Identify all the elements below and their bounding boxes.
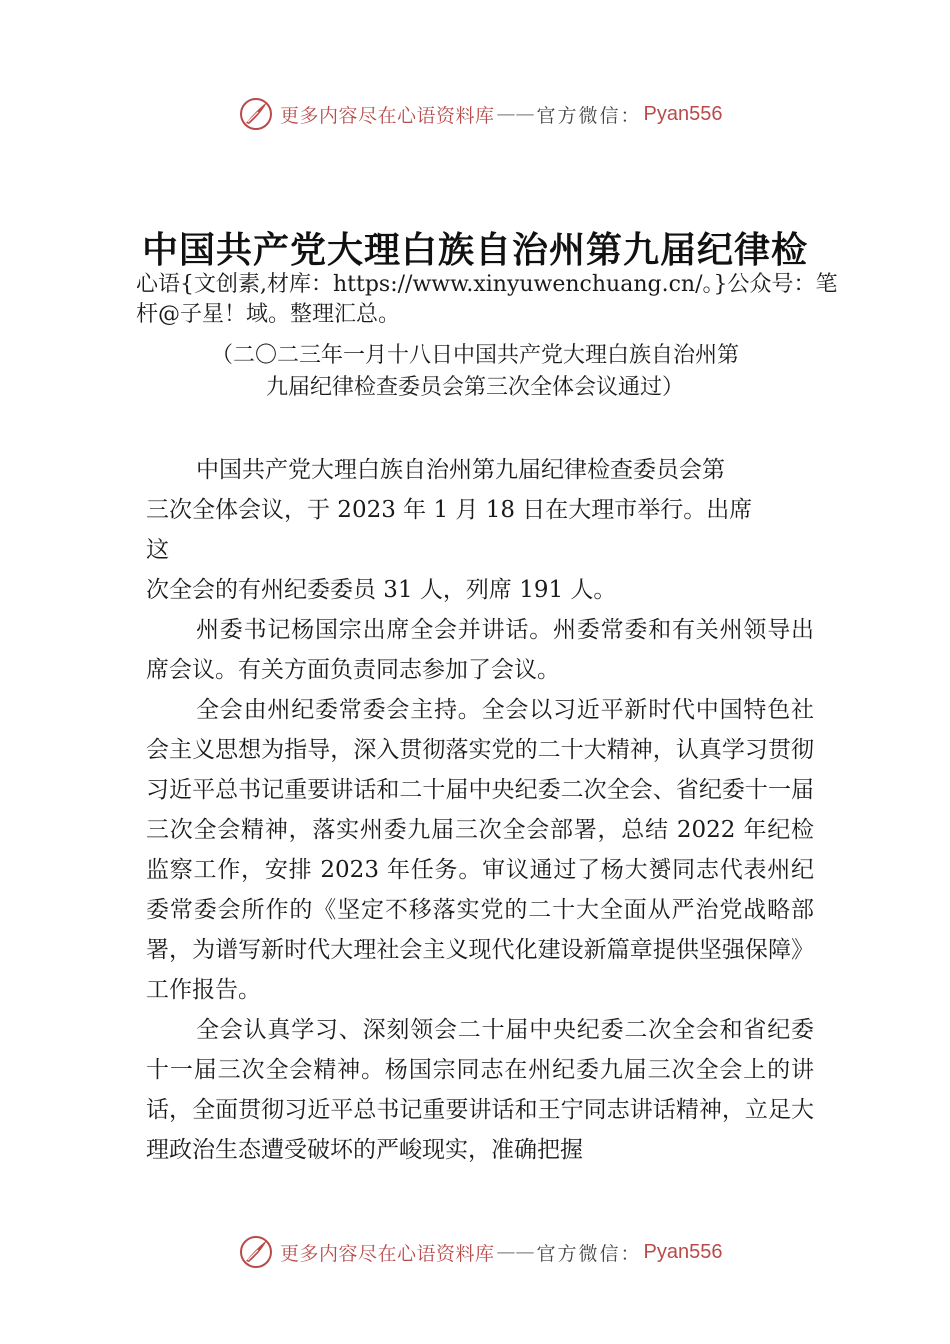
banner-wechat-account: Pyan556 <box>643 102 723 125</box>
banner-wechat-label: 官方微信： <box>536 1242 642 1265</box>
document-subtitle <box>0 340 950 404</box>
document-title: 中国共产党大理白族自治州第九届纪律检 <box>141 229 808 271</box>
paragraph: 州委书记杨国宗出席全会并讲话。州委常委和有关州领导出席会议。有关方面负责同志参加了会议。 <box>146 617 814 683</box>
banner-text: 更多内容尽在心语资料库 <box>280 104 495 127</box>
document-body <box>146 450 814 1170</box>
quill-seal-icon <box>238 96 274 132</box>
banner-wechat-label: 官方微信： <box>536 104 642 127</box>
paragraph: 全会认真学习、深刻领会二十届中央纪委二次全会和省纪委十一届三次全会精神。杨国宗同志在州纪委九届三次全会上的讲话，全面贯彻习近平总书记重要讲话和王宁同志讲话精神，立足大理政治生态遭受破坏的严峻现实，准确把握 <box>146 1017 814 1163</box>
paragraph-line: 这 <box>146 537 169 563</box>
paragraph-line: 次全会的有州纪委委员 31 人，列席 191 人。 <box>146 577 617 603</box>
source-note: 心语{文创素,材库：https://www.xinyuwenchuang.cn/。}公众号：笔杆@子星！域。整理汇总。 <box>136 272 838 327</box>
paragraph-line: 中国共产党大理白族自治州第九届纪律检查委员会第 <box>196 457 725 483</box>
banner-separator: —— <box>496 103 535 125</box>
subtitle-line: 九届纪律检查委员会第三次全体会议通过） <box>265 375 684 400</box>
header-banner <box>238 94 758 134</box>
banner-separator: —— <box>496 1241 535 1263</box>
quill-seal-icon <box>238 1234 274 1270</box>
subtitle-line: （二〇二三年一月十八日中国共产党大理白族自治州第 <box>210 343 739 368</box>
paragraph-line: 三次全体会议，于 2023 年 1 月 18 日在大理市举行。出席 <box>146 497 753 523</box>
banner-text: 更多内容尽在心语资料库 <box>280 1242 495 1265</box>
paragraph: 全会由州纪委常委会主持。全会以习近平新时代中国特色社会主义思想为指导，深入贯彻落实党的二十大精神，认真学习贯彻习近平总书记重要讲话和二十届中央纪委二次全会、省纪委十一届三次全会精神，落实州委九届三次全会部署，总结 2022 年纪检监察工作，安排 2023 年任务。审议通过了杨大赟同志代表州纪委常委会所作的《坚定不移落实党的二十大全面从严治党战略部署，为谱写新时代大理社会主义现代化建设新篇章提供坚强保障》工作报告。 <box>146 697 814 1003</box>
footer-banner <box>238 1232 758 1272</box>
paragraph <box>146 450 814 610</box>
banner-wechat-account: Pyan556 <box>643 1240 723 1263</box>
